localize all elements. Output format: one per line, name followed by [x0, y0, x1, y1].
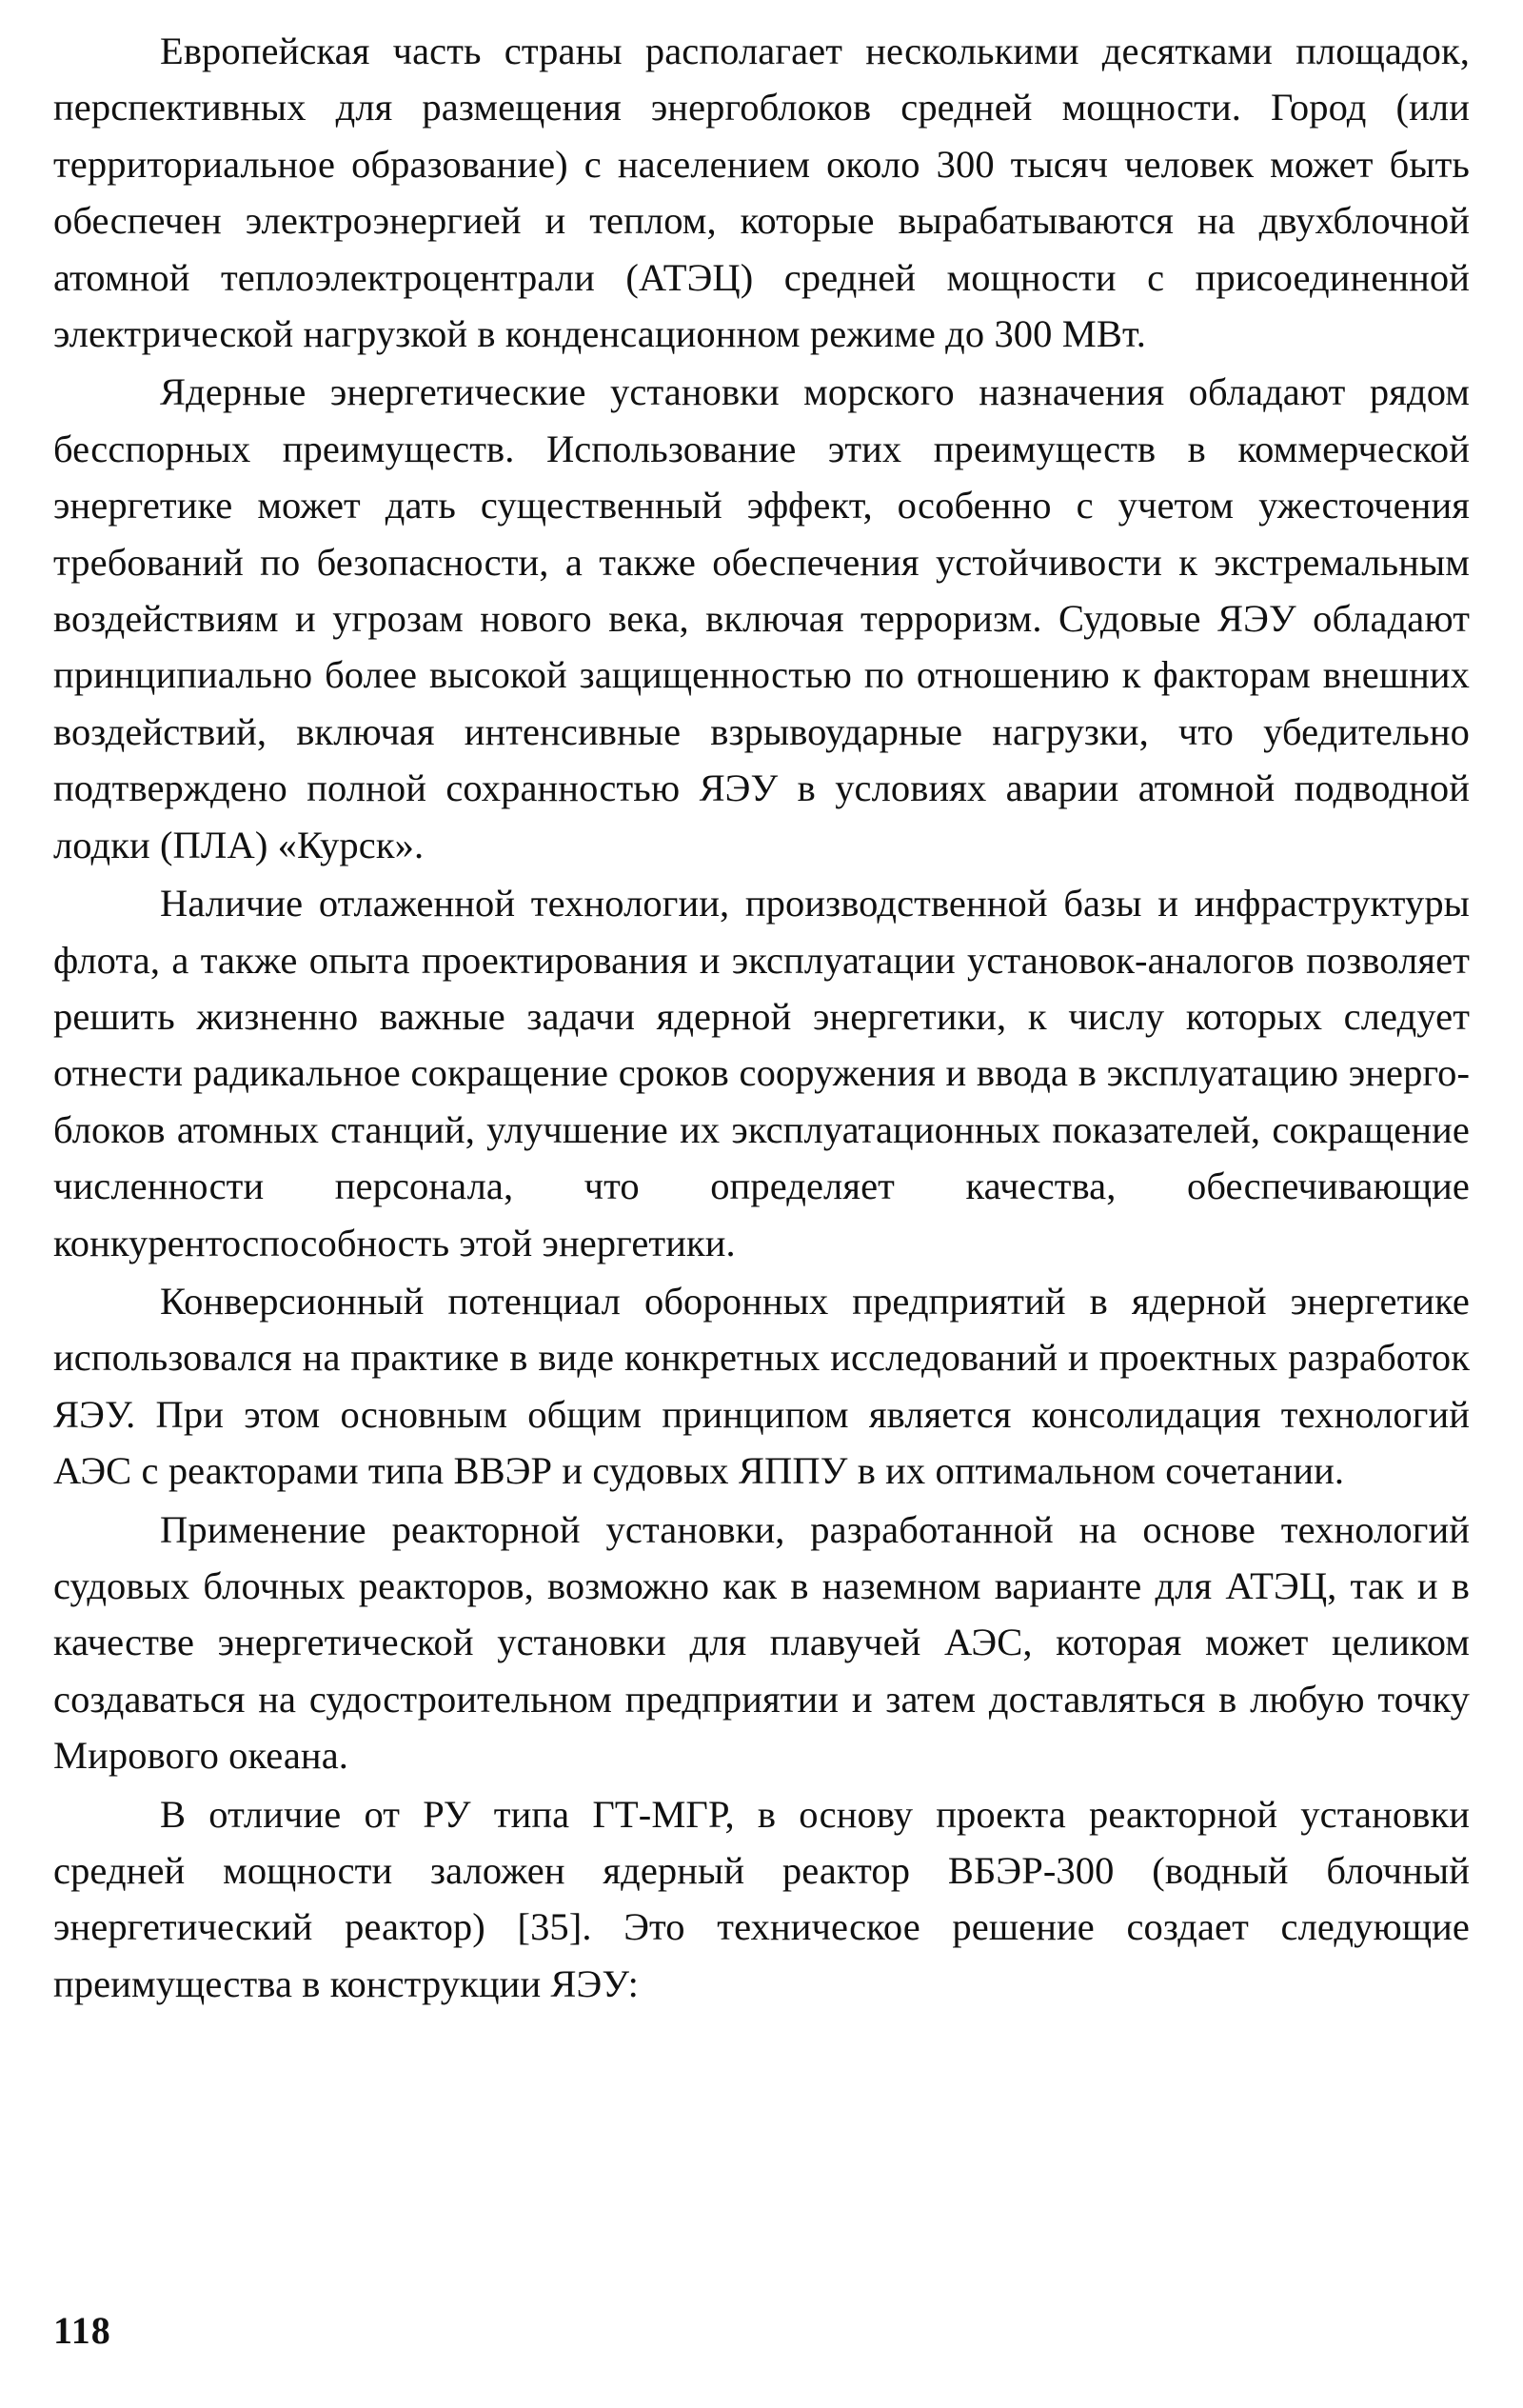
paragraph-2: Ядерные энергетические установки морского назначения обладают рядом бесспорных преимуществ. Использование этих преимуществ в коммерческой энергетике может дать существенный эффект, особенно с учетом ужесточения требований по безопасности, а также обеспечения устойчивости к экстремальным воздействиям и угрозам нового века, включая терроризм. Судовые ЯЭУ обладают принципиально более высокой защищенностью по отношению к факторам внешних воздействий, включая интенсивные взрывоударные нагрузки, что убедительно подтверждено полной сохранностью ЯЭУ в условиях аварии атомной подводной лодки (ПЛА) «Курск». [53, 370, 1470, 866]
paragraph-6: В отличие от РУ типа ГТ-МГР, в основу проекта реакторной установки средней мощности заложен ядерный реактор ВБЭР-300 (водный блочный энергетический реактор) [35]. Это техническое решение создает следующие преимущества в конструкции ЯЭУ: [53, 1792, 1470, 2005]
paragraph-3: Наличие отлаженной технологии, производственной базы и инфраструктуры флота, а также опыта проектирования и эксплуатации установок-аналогов позволяет решить жизненно важные задачи ядерной энергетики, к числу которых следует отнести радикальное сокращение сроков сооружения и ввода в эксплуатацию энергоблоков атомных станций, улучшение их эксплуатационных показателей, сокращение численности персонала, что определяет качества, обеспечивающие конкурентоспособность этой энергетики. [53, 882, 1470, 1264]
document-page [53, 23, 1470, 2384]
paragraph-4: Конверсионный потенциал оборонных предприятий в ядерной энергетике использовался на практике в виде конкретных исследований и проектных разработок ЯЭУ. При этом основным общим принципом является консолидация технологий АЭС с реакторами типа ВВЭР и судовых ЯППУ в их оптимальном сочетании. [53, 1279, 1470, 1493]
paragraph-1: Европейская часть страны располагает несколькими десятками площадок, перспективных для размещения энергоблоков средней мощности. Город (или территориальное образование) с населением около 300 тысяч человек может быть обеспечен электроэнергией и теплом, которые вырабатываются на двухблочной атомной теплоэлектроцентрали (АТЭЦ) средней мощности с присоединенной электрической нагрузкой в конденсационном режиме до 300 МВт. [53, 30, 1470, 356]
page-number: 118 [53, 2309, 111, 2352]
body-text [53, 23, 1470, 2012]
paragraph-5: Применение реакторной установки, разработанной на основе технологий судовых блочных реакторов, возможно как в наземном варианте для АТЭЦ, так и в качестве энергетической установки для плавучей АЭС, которая может целиком создаваться на судостроительном предприятии и затем доставляться в любую точку Мирового океана. [53, 1507, 1470, 1778]
